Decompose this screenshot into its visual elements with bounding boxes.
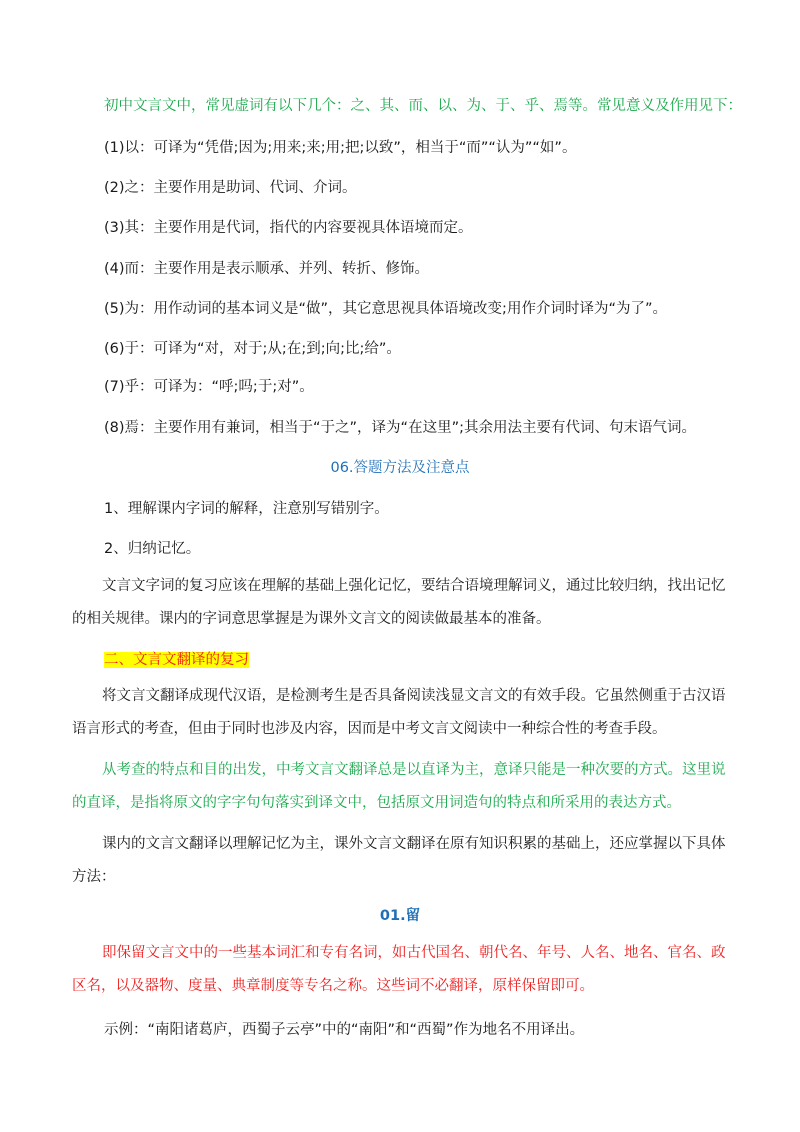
example-text: 示例：“南阳诸葛庐，西蜀子云亭”中的“南阳”和“西蜀”作为地名不用译出。 [104, 1022, 585, 1038]
section-heading-two [104, 650, 249, 670]
review-paragraph: 文言文字词的复习应该在理解的基础上强化记忆，要结合语境理解词义，通过比较归纳，找出记忆的相关规律。课内的字词意思掌握是为课外文言文的阅读做最基本的准备。 [72, 578, 726, 627]
list-item: (1)以：可译为“凭借;因为;用来;来;用;把;以致”，相当于“而”“认为”“如”。 [104, 140, 577, 156]
tip-item: 2、归纳记忆。 [104, 541, 201, 557]
list-item: (6)于：可译为“对，对于;从;在;到;向;比;给”。 [104, 341, 401, 357]
list-item: (3)其：主要作用是代词，指代的内容要视具体语境而定。 [104, 220, 473, 236]
tip-item: 1、理解课内字词的解释，注意别写错别字。 [104, 501, 389, 517]
intro-text: 初中文言文中，常见虚词有以下几个：之、其、而、以、为、于、乎、焉等。常见意义及作用见下： [104, 98, 742, 114]
section-heading-01: 01.留 [379, 908, 421, 924]
keep-rule-paragraph: 即保留文言文中的一些基本词汇和专有名词，如古代国名、朝代名、年号、人名、地名、官名、政区名，以及器物、度量、典章制度等专名之称。这些词不必翻译，原样保留即可。 [72, 945, 726, 994]
section-heading-06: 06.答题方法及注意点 [330, 460, 470, 476]
translate-paragraph: 将文言文翻译成现代汉语，是检测考生是否具备阅读浅显文言文的有效手段。它虽然侧重于古汉语语言形式的考查，但由于同时也涉及内容，因而是中考文言文阅读中一种综合性的考查手段。 [72, 688, 726, 737]
list-item: (5)为：用作动词的基本词义是“做”，其它意思视具体语境改变;用作介词时译为“为了”。 [104, 301, 667, 317]
list-item: (4)而：主要作用是表示顺承、并列、转折、修饰。 [104, 261, 430, 277]
direct-translation-paragraph: 从考查的特点和目的出发，中考文言文翻译总是以直译为主，意译只能是一种次要的方式。这里说的直译，是指将原文的字字句句落实到译文中，包括原文用词造句的特点和所采用的表达方式。 [72, 762, 726, 811]
method-paragraph: 课内的文言文翻译以理解记忆为主，课外文言文翻译在原有知识积累的基础上，还应掌握以下具体方法： [72, 836, 726, 885]
highlighted-heading: 二、文言文翻译的复习 [104, 652, 249, 668]
list-item: (7)乎：可译为：“呼;吗;于;对”。 [104, 379, 314, 395]
list-item: (2)之：主要作用是助词、代词、介词。 [104, 180, 357, 196]
list-item: (8)焉：主要作用有兼词，相当于“于之”，译为“在这里”;其余用法主要有代词、句末语气词。 [104, 420, 696, 436]
